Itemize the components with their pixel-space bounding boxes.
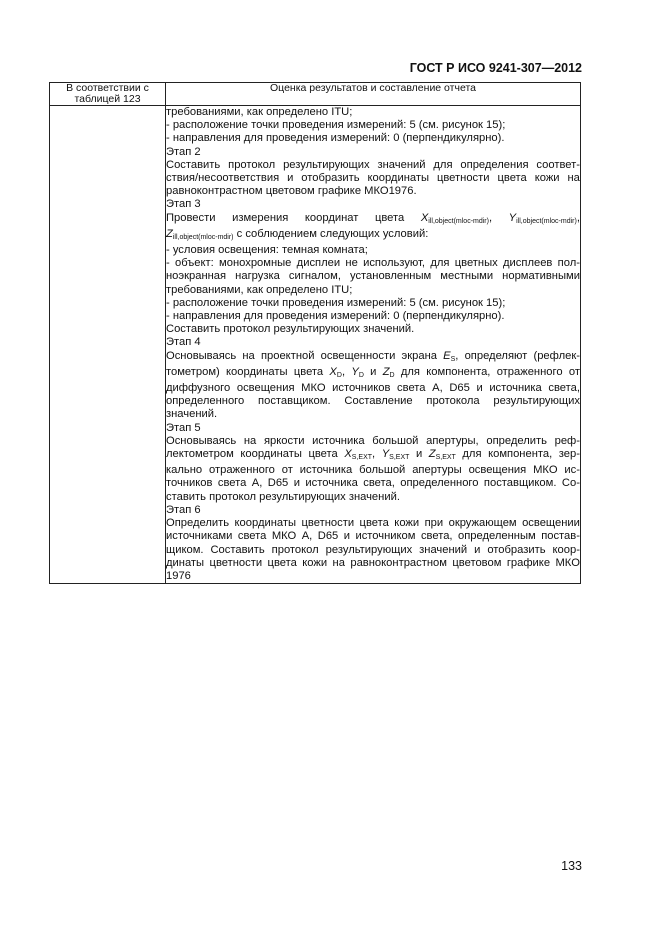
text-word: $Y_{ill,object(mloc-mdir)}$, [508, 211, 580, 225]
text-word: протокола [426, 395, 480, 408]
text-word: монохромные [219, 257, 292, 270]
text-word: и [474, 543, 481, 556]
text-word: коор- [552, 543, 580, 556]
text-word: отобразить [301, 172, 360, 185]
text-line [166, 185, 580, 198]
assessment-table [49, 82, 581, 584]
text-line [166, 119, 580, 132]
text-line [166, 132, 580, 145]
text-word: нормативными [502, 270, 580, 283]
text-word: Составить [166, 158, 221, 171]
text-word: определенного [400, 477, 479, 490]
text-word: равноконтрастном цветовом графике МКО1976. [166, 185, 417, 198]
text-word: от [281, 464, 293, 477]
text-word: кожи [534, 172, 560, 185]
text-word: D65 [267, 477, 289, 490]
text-word: определяют [464, 349, 528, 362]
text-word: сигналом, [288, 270, 341, 283]
text-word: графике [506, 556, 551, 569]
text-word: и [343, 530, 350, 543]
text-line [166, 172, 580, 185]
text-word: - направления для проведения измерений: 0 (перпендикулярно). [166, 132, 505, 145]
text-word: $X_{ill,object(mloc-mdir)}$, [420, 211, 493, 225]
text-word: Определить [166, 517, 230, 530]
text-line [166, 228, 580, 244]
text-word: местными [440, 270, 494, 283]
text-line [166, 557, 580, 570]
text-word: освещения [236, 382, 295, 395]
text-line [166, 382, 580, 395]
text-line [166, 270, 580, 283]
text-word: на [242, 349, 255, 362]
text-word: источников [332, 382, 391, 395]
text-word: Этап 2 [166, 145, 201, 158]
col1-header-line: В соответствии с [66, 82, 149, 94]
text-word: большой [359, 464, 406, 477]
text-word: яркости [263, 434, 305, 447]
text-line [166, 517, 580, 530]
col1-header-line: таблицей 123 [74, 93, 141, 105]
text-word: дисплеи [296, 257, 341, 270]
text-word: результирующих [325, 543, 413, 556]
text-word: источника [312, 434, 365, 447]
text-word: - расположение точки проведения измерений: 5 (см. рисунок 15); [166, 119, 506, 132]
col1-cell [50, 106, 166, 584]
text-word: ис- [564, 464, 580, 477]
text-word: и [293, 477, 300, 490]
text-word: поставщиком. [483, 477, 557, 490]
text-word: координаты [234, 517, 297, 530]
text-line [166, 366, 580, 382]
text-line [166, 544, 580, 557]
text-word: равноконтрастном [350, 556, 447, 569]
text-line [166, 435, 580, 448]
text-word: значений [377, 158, 426, 171]
text-word: и [287, 172, 294, 185]
text-word: значений. [166, 408, 218, 421]
text-line [166, 570, 580, 583]
text-word: - направления для проведения измерений: 0 (перпендикулярно). [166, 310, 505, 323]
text-word: и [370, 365, 377, 378]
text-word: кожи [394, 517, 420, 530]
table-header-row [50, 83, 581, 106]
text-line [166, 477, 580, 490]
text-word: отобразить [487, 543, 546, 556]
text-line [166, 422, 580, 435]
text-word: D65 [449, 382, 470, 395]
text-word: Составить [210, 543, 265, 556]
text-word: координаты [240, 448, 302, 461]
text-word: требованиями, как определено ITU; [166, 106, 353, 118]
text-word: цветности [209, 556, 263, 569]
page-number: 133 [561, 859, 582, 873]
text-word: постав- [541, 530, 580, 543]
text-word: определения [460, 158, 529, 171]
text-word: зер- [558, 448, 580, 461]
text-word: апертуры [412, 464, 462, 477]
text-line [166, 448, 580, 464]
text-word: дисплеев [503, 257, 553, 270]
text-word: А, [301, 530, 313, 543]
text-word: экрана [401, 349, 437, 362]
text-word: цвета [308, 448, 338, 461]
text-word: света, [420, 530, 453, 543]
text-word: определенным [458, 530, 536, 543]
text-word: ствия/несоответствия [166, 172, 280, 185]
text-line [166, 159, 580, 172]
text-line [166, 323, 580, 336]
text-word: определить [486, 434, 547, 447]
text-word: протокол [271, 543, 319, 556]
text-word: не [345, 257, 358, 270]
text-word: поставщиком. [258, 395, 331, 408]
text-word: для [433, 158, 453, 171]
text-word: D65 [317, 530, 339, 543]
text-word: определенного [166, 395, 245, 408]
text-word: на [567, 172, 580, 185]
text-word: от [568, 365, 580, 378]
text-word: $Y_{S,EXT}$ [381, 448, 410, 462]
text-word: Этап 5 [166, 421, 201, 434]
text-line [166, 284, 580, 297]
text-word: соответ- [536, 158, 580, 171]
text-word: отраженного [496, 365, 563, 378]
text-word: для [430, 257, 450, 270]
text-word: $Z_{S,EXT}$ [428, 448, 456, 462]
text-line [166, 212, 580, 228]
text-line [166, 336, 580, 349]
text-word: цветных [454, 257, 498, 270]
text-word: цветовом [452, 556, 502, 569]
text-word: щиком. [166, 543, 204, 556]
text-word: используют, [363, 257, 426, 270]
text-word: компонента, [488, 448, 553, 461]
col2-header: Оценка результатов и составление отчета [166, 83, 581, 106]
text-word: диффузного [166, 382, 231, 395]
text-word: Этап 6 [166, 503, 201, 516]
text-word: $X_D$, [329, 365, 346, 379]
text-word: освещенности [320, 349, 396, 362]
text-word: $Y_D$ [351, 365, 364, 379]
text-word: протокол [228, 158, 276, 171]
text-word: при [424, 517, 444, 530]
text-word: реф- [554, 434, 580, 447]
text-word: света, [363, 477, 395, 490]
text-word: измерения [232, 211, 289, 224]
text-word: окружающем [448, 517, 517, 530]
text-word: Составление [344, 395, 413, 408]
text-line [166, 530, 580, 543]
text-word: на [332, 556, 345, 569]
text-word: цвета [267, 556, 297, 569]
text-word: МКО [271, 530, 297, 543]
text-word: ставить протокол результирующих значений. [166, 490, 400, 503]
text-line [166, 408, 580, 421]
text-word: цвета [374, 211, 405, 224]
text-line [166, 350, 580, 366]
document-header: ГОСТ Р ИСО 9241-307—2012 [409, 61, 582, 75]
text-word: источника [299, 464, 353, 477]
text-line [166, 297, 580, 310]
text-word: результирующих [283, 158, 370, 171]
text-word: Составить протокол результирующих значений. [166, 323, 415, 336]
text-word: МКО [533, 464, 558, 477]
col1-header [50, 83, 166, 106]
text-word: на [243, 434, 257, 447]
text-word: света, [548, 382, 580, 395]
text-word: $E_S$, [443, 349, 459, 363]
text-word: объект: [175, 257, 214, 270]
text-line [166, 464, 580, 477]
text-word: для [400, 365, 420, 378]
text-word: установленным [350, 270, 432, 283]
text-word: Основываясь [166, 434, 237, 447]
text-word: освещении [522, 517, 580, 530]
text-word: освещения [468, 464, 527, 477]
text-word: Основываясь [166, 349, 237, 362]
text-word: источника [489, 382, 542, 395]
text-word: тометром) [166, 365, 220, 378]
text-word: для [462, 448, 482, 461]
text-line [166, 198, 580, 211]
content-lines [166, 106, 580, 583]
table-row [50, 106, 581, 584]
text-word: цвета [359, 517, 389, 530]
text-line [166, 310, 580, 323]
text-word: нагрузка [235, 270, 280, 283]
text-word: А, [251, 477, 263, 490]
text-word: координаты [367, 172, 430, 185]
text-word: Со- [561, 477, 580, 490]
text-word: источника [305, 477, 358, 490]
text-word: и [415, 448, 423, 461]
text-word: цветности [436, 172, 490, 185]
text-word: апертуры, [426, 434, 479, 447]
text-word: света [237, 530, 267, 543]
text-word: пол- [557, 257, 580, 270]
text-word: точников [166, 477, 213, 490]
text-word: и [476, 382, 483, 395]
text-word: Провести [166, 211, 216, 224]
text-word: МКО [555, 556, 580, 569]
content-cell [166, 106, 581, 584]
text-word: источниками [166, 530, 233, 543]
text-word: лектометром [166, 448, 234, 461]
text-word: требованиями, как определено ITU; [166, 283, 353, 296]
text-word: источником [355, 530, 416, 543]
text-word: - условия освещения: темная комната; [166, 244, 368, 257]
text-line [166, 106, 580, 119]
text-word: Этап 3 [166, 198, 201, 211]
text-word: большой [372, 434, 419, 447]
text-word: ноэкранная [166, 270, 227, 283]
text-word: МКО [301, 382, 326, 395]
text-line [166, 504, 580, 517]
text-word: (рефлек- [533, 349, 580, 362]
text-word: кожи [302, 556, 328, 569]
text-word: - [166, 257, 170, 270]
text-word: А, [432, 382, 443, 395]
text-word: цвета [293, 365, 324, 378]
text-line [166, 257, 580, 270]
text-word: света [217, 477, 247, 490]
text-line [166, 491, 580, 504]
text-word: Этап 4 [166, 336, 201, 349]
text-word: кально [166, 464, 203, 477]
text-word: - расположение точки проведения измерений: 5 (см. рисунок 15); [166, 296, 506, 309]
text-word: цветности [301, 517, 355, 530]
text-word: $X_{S,EXT}$, [344, 448, 376, 462]
text-word: компонента, [426, 365, 491, 378]
text-line [166, 146, 580, 159]
text-word: $Z_D$ [382, 365, 395, 379]
text-word: $Z_{ill,object(mloc-mdir)}$ с соблюдением следующих условий: [166, 227, 429, 241]
text-word: динаты [166, 556, 205, 569]
text-word: 1976 [166, 569, 191, 582]
text-word: цвета [497, 172, 527, 185]
text-line [166, 395, 580, 408]
text-word: значений [419, 543, 468, 556]
text-word: проектной [260, 349, 315, 362]
text-line [166, 244, 580, 257]
text-word: света [397, 382, 426, 395]
text-word: отраженного [209, 464, 275, 477]
text-word: координаты [226, 365, 288, 378]
text-word: результирующих [493, 395, 580, 408]
text-word: координат [304, 211, 359, 224]
